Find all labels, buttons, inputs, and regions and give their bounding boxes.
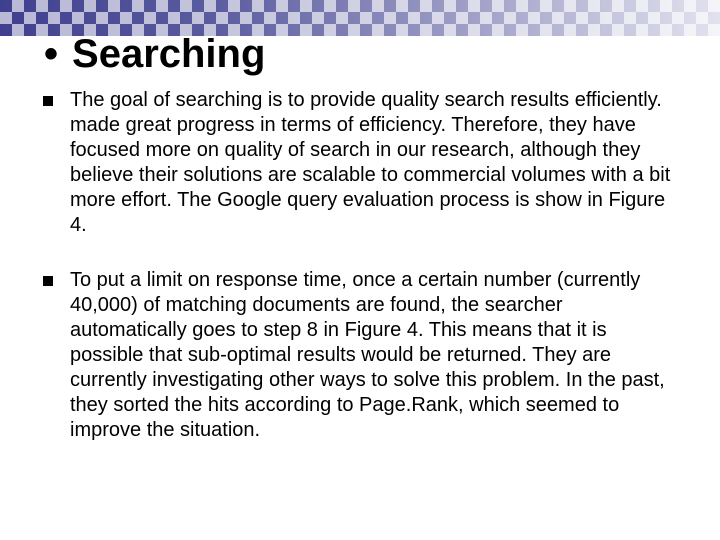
checker-cell [288, 0, 300, 12]
checker-cell [600, 12, 612, 24]
checker-cell [132, 12, 144, 24]
checker-cell [684, 24, 696, 36]
checker-cell [24, 0, 36, 12]
checker-cell [120, 12, 132, 24]
checker-cell [552, 24, 564, 36]
checker-cell [120, 0, 132, 12]
slide-title [44, 28, 265, 80]
checker-cell [660, 24, 672, 36]
checker-cell [456, 12, 468, 24]
bullet-item [40, 268, 680, 443]
checker-cell [588, 0, 600, 12]
checker-cell [612, 12, 624, 24]
checker-cell [336, 0, 348, 12]
checker-cell [324, 0, 336, 12]
bullet-item [40, 88, 680, 238]
checker-cell [564, 24, 576, 36]
checker-cell [0, 24, 12, 36]
checker-cell [108, 12, 120, 24]
checker-cell [504, 0, 516, 12]
checker-cell [24, 24, 36, 36]
checker-cell [624, 24, 636, 36]
checker-cell [12, 24, 24, 36]
checker-cell [84, 0, 96, 12]
checker-cell [132, 0, 144, 12]
checker-cell [540, 24, 552, 36]
checker-cell [360, 0, 372, 12]
checker-cell [300, 0, 312, 12]
checker-cell [576, 0, 588, 12]
checker-cell [564, 12, 576, 24]
checker-cell [240, 0, 252, 12]
checker-cell [708, 0, 720, 12]
checker-cell [576, 24, 588, 36]
checker-cell [660, 12, 672, 24]
checker-cell [24, 12, 36, 24]
checker-cell [588, 24, 600, 36]
checker-cell [636, 12, 648, 24]
checker-cell [252, 0, 264, 12]
checker-cell [516, 24, 528, 36]
checker-cell [576, 12, 588, 24]
checker-cell [696, 0, 708, 12]
checker-cell [468, 24, 480, 36]
checker-cell [384, 12, 396, 24]
checker-cell [84, 12, 96, 24]
bullet-text: To put a limit on response time, once a certain number (currently 40,000) of matching documents are found, the searcher automatically goes to step 8 in Figure 4. This means that it is possible that sub-optimal results would be returned. They are currently investigating other ways to solve this problem. In the past, they sorted the hits according to Page.Rank, which seemed to improve the situation. [70, 269, 665, 441]
checker-cell [396, 24, 408, 36]
checker-cell [408, 24, 420, 36]
checker-cell [72, 12, 84, 24]
checker-cell [492, 0, 504, 12]
checker-cell [168, 0, 180, 12]
checker-cell [228, 0, 240, 12]
checker-cell [144, 12, 156, 24]
checker-cell [276, 12, 288, 24]
checker-cell [336, 12, 348, 24]
checker-cell [444, 24, 456, 36]
checker-cell [312, 0, 324, 12]
checker-cell [168, 12, 180, 24]
checker-cell [480, 12, 492, 24]
checker-cell [348, 24, 360, 36]
checker-cell [552, 12, 564, 24]
checker-cell [324, 12, 336, 24]
checker-cell [528, 24, 540, 36]
checker-cell [192, 12, 204, 24]
checker-cell [276, 24, 288, 36]
checker-cell [48, 12, 60, 24]
square-bullet-icon [43, 96, 53, 106]
checker-cell [564, 0, 576, 12]
checker-cell [468, 0, 480, 12]
checker-cell [144, 0, 156, 12]
checker-cell [504, 12, 516, 24]
checker-cell [240, 12, 252, 24]
checker-cell [552, 0, 564, 12]
checker-cell [612, 0, 624, 12]
checker-cell [312, 12, 324, 24]
checker-cell [528, 0, 540, 12]
checker-cell [672, 24, 684, 36]
checker-cell [432, 0, 444, 12]
checker-cell [540, 0, 552, 12]
checker-cell [36, 0, 48, 12]
checker-cell [372, 0, 384, 12]
checker-cell [300, 12, 312, 24]
checker-cell [696, 24, 708, 36]
title-text: Searching [72, 32, 266, 76]
checker-cell [72, 0, 84, 12]
checker-cell [612, 24, 624, 36]
checker-cell [456, 24, 468, 36]
bullet-text: The goal of searching is to provide quality search results efficiently. made great progress in terms of efficiency. Therefore, they have focused more on quality of search in our research, although they believe their solutions are scalable to commercial volumes with a bit more effort. The Google query evaluation process is show in Figure 4. [70, 89, 671, 236]
checker-cell [156, 0, 168, 12]
checker-cell [228, 12, 240, 24]
checker-cell [216, 0, 228, 12]
checker-cell [660, 0, 672, 12]
checker-cell [324, 24, 336, 36]
checker-cell [396, 0, 408, 12]
checker-cell [264, 12, 276, 24]
checker-cell [456, 0, 468, 12]
checker-cell [696, 12, 708, 24]
checker-cell [480, 24, 492, 36]
checker-cell [336, 24, 348, 36]
checker-cell [288, 24, 300, 36]
checker-cell [48, 0, 60, 12]
checker-cell [216, 12, 228, 24]
checker-cell [516, 12, 528, 24]
checker-cell [264, 24, 276, 36]
checker-cell [636, 0, 648, 12]
checker-cell [384, 24, 396, 36]
checker-cell [636, 24, 648, 36]
checker-cell [204, 12, 216, 24]
checker-cell [480, 0, 492, 12]
checker-cell [684, 12, 696, 24]
checker-cell [108, 0, 120, 12]
checker-cell [600, 0, 612, 12]
checker-cell [504, 24, 516, 36]
checker-cell [600, 24, 612, 36]
checker-cell [60, 12, 72, 24]
checker-cell [348, 0, 360, 12]
checker-cell [12, 12, 24, 24]
checker-cell [516, 0, 528, 12]
checker-cell [420, 0, 432, 12]
checker-cell [396, 12, 408, 24]
checker-cell [204, 0, 216, 12]
checker-cell [444, 12, 456, 24]
checker-cell [0, 0, 12, 12]
checker-cell [708, 24, 720, 36]
checker-cell [36, 12, 48, 24]
checker-cell [360, 12, 372, 24]
checker-cell [252, 12, 264, 24]
checker-cell [420, 12, 432, 24]
checker-cell [468, 12, 480, 24]
checker-cell [708, 12, 720, 24]
checker-cell [276, 0, 288, 12]
checker-cell [180, 12, 192, 24]
checker-cell [624, 0, 636, 12]
checker-cell [348, 12, 360, 24]
checker-cell [0, 12, 12, 24]
checker-cell [684, 0, 696, 12]
checker-cell [492, 24, 504, 36]
checker-cell [300, 24, 312, 36]
checker-cell [540, 12, 552, 24]
checker-cell [156, 12, 168, 24]
checker-cell [192, 0, 204, 12]
checker-cell [96, 0, 108, 12]
checker-cell [432, 12, 444, 24]
checker-cell [528, 12, 540, 24]
checker-cell [420, 24, 432, 36]
bullet-list [40, 88, 680, 473]
checker-cell [96, 12, 108, 24]
checker-cell [672, 12, 684, 24]
checker-cell [624, 12, 636, 24]
checker-cell [312, 24, 324, 36]
checker-cell [180, 0, 192, 12]
checker-cell [384, 0, 396, 12]
checker-cell [288, 12, 300, 24]
checker-cell [372, 24, 384, 36]
checker-cell [432, 24, 444, 36]
checker-cell [360, 24, 372, 36]
square-bullet-icon [43, 276, 53, 286]
checker-cell [264, 0, 276, 12]
checker-cell [588, 12, 600, 24]
checker-cell [372, 12, 384, 24]
checker-cell [648, 24, 660, 36]
title-bullet: • [44, 32, 59, 76]
checker-cell [60, 0, 72, 12]
checker-cell [408, 12, 420, 24]
checker-cell [12, 0, 24, 12]
checker-cell [492, 12, 504, 24]
checker-cell [648, 12, 660, 24]
checker-cell [672, 0, 684, 12]
checker-cell [648, 0, 660, 12]
checker-cell [444, 0, 456, 12]
checker-cell [408, 0, 420, 12]
